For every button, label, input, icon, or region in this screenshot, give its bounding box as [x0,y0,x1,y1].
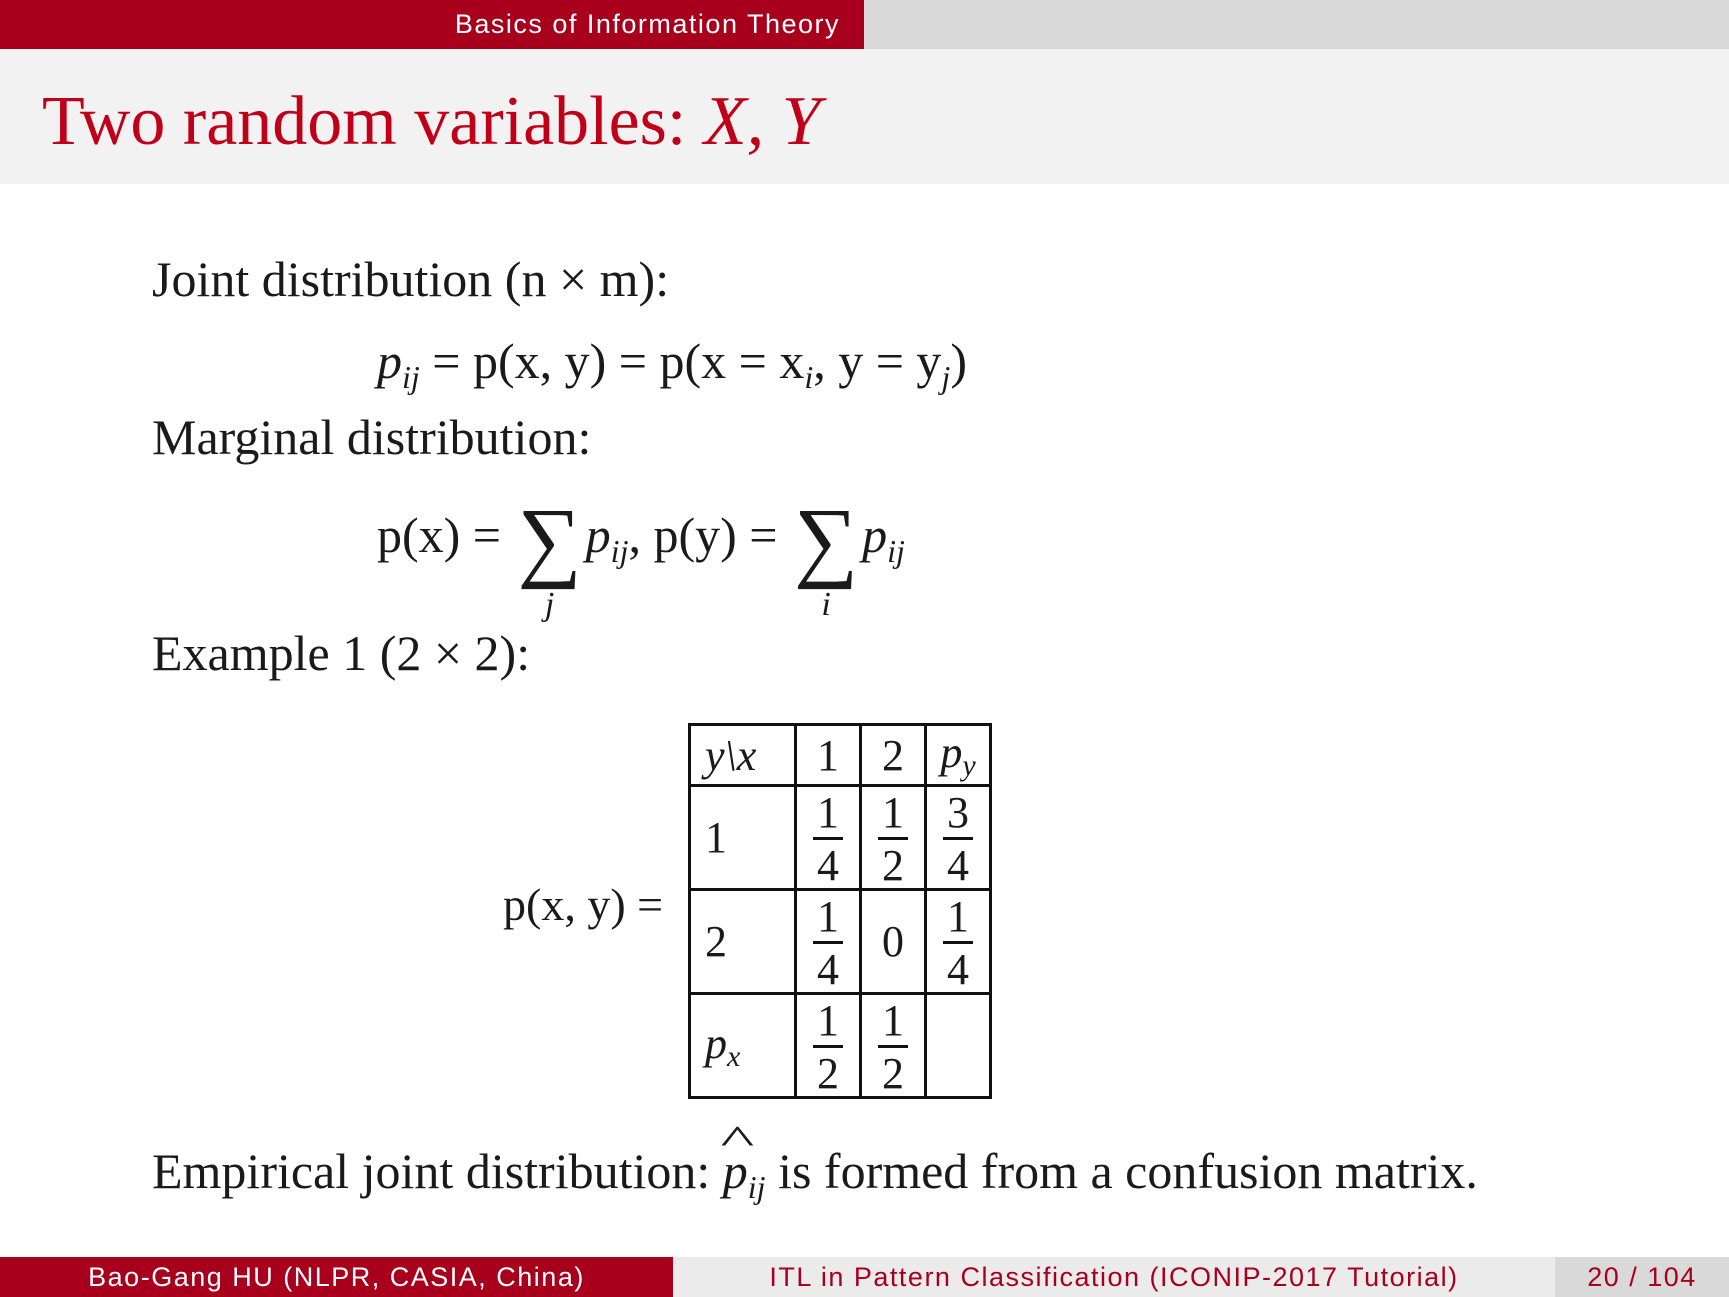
table-lhs: p(x, y) = [503,879,664,930]
title-vars: X, Y [703,83,821,160]
table-row [690,890,991,994]
sum-index-j: j [544,586,555,623]
table-cell [796,994,861,1098]
fraction-numerator: 1 [878,791,908,840]
marginal-pij-1: p [585,507,611,563]
fraction [878,788,908,890]
marginal-sub-1: ij [610,533,629,569]
table-row [690,786,991,890]
p-hat-sub: ij [747,1169,766,1205]
sum-symbol-j: ∑ [517,491,582,590]
row-label-2: 2 [690,890,796,994]
table-cell: 0 [861,890,926,994]
row-label-1: 1 [690,786,796,890]
slide-title [42,83,821,160]
table-cell [861,786,926,890]
section-title: Basics of Information Theory [0,0,864,49]
footer-author: Bao-Gang HU (NLPR, CASIA, China) [0,1257,673,1297]
table-cell [926,890,991,994]
eq-sub-ij: ij [402,359,420,395]
eq-sub-i: i [804,359,814,395]
title-text: Two random variables: [42,83,704,160]
fraction-denominator: 2 [882,1049,904,1098]
py-p: p [940,728,963,777]
example-label: Example 1 (2 × 2): [152,625,531,681]
fraction-denominator: 4 [817,945,839,994]
table-cell [796,786,861,890]
sum-index-i: i [821,586,831,623]
fraction [943,788,973,890]
sum-symbol-i: ∑ [793,491,859,590]
empirical-before: Empirical joint distribution: [152,1143,723,1199]
marginal-sub-2: ij [887,533,905,569]
col-header-py [926,725,991,786]
fraction-numerator: 1 [813,895,843,944]
joint-equation [377,333,967,395]
fraction-denominator: 4 [947,945,969,994]
corner-text: y\x [705,730,757,780]
table-cell [861,994,926,1098]
fraction [943,892,973,994]
top-bar [0,0,1729,49]
table-cell [926,786,991,890]
fraction-denominator: 4 [947,841,969,890]
fraction [813,892,843,994]
table-cell-empty [926,994,991,1098]
marginal-px: p(x) = [377,507,501,563]
eq-p: p [377,333,402,389]
col-header-2: 2 [861,725,926,786]
fraction-numerator: 1 [813,999,843,1048]
table-corner [690,725,796,786]
fraction-denominator: 2 [882,841,904,890]
table-cell [796,890,861,994]
fraction-numerator: 1 [943,895,973,944]
fraction [878,996,908,1098]
fraction-numerator: 1 [878,999,908,1048]
fraction-numerator: 3 [943,791,973,840]
marginal-py: , p(y) = [628,507,778,563]
row-label-px [690,994,796,1098]
eq-close: ) [950,333,967,389]
empirical-sentence [152,1143,1478,1205]
sum-i [793,491,859,623]
eq-rhs2: , y = y [813,333,942,389]
sum-j [517,491,582,623]
p-hat-p: p [722,1143,748,1199]
marginal-equation [377,491,905,623]
eq-rhs1: = p(x, y) = p(x = x [419,333,805,389]
marginal-pij-2: p [862,507,888,563]
footer-talk-title: ITL in Pattern Classification (ICONIP-2017 Tutorial) [673,1257,1555,1297]
fraction-denominator: 2 [817,1049,839,1098]
fraction [813,996,843,1098]
joint-label: Joint distribution (n × m): [152,251,670,307]
eq-sub-j: j [941,359,951,395]
py-sub: y [962,749,976,782]
px-sub: x [727,1039,741,1073]
title-bar [0,49,1729,184]
px-p: p [705,1018,727,1068]
empirical-after: is formed from a confusion matrix. [765,1143,1478,1199]
col-header-1: 1 [796,725,861,786]
page-number: 20 / 104 [1555,1257,1729,1297]
p-hat [722,1143,766,1205]
joint-table [688,723,992,1099]
footer [0,1257,1729,1297]
fraction [813,788,843,890]
fraction-numerator: 1 [813,791,843,840]
marginal-label: Marginal distribution: [152,409,592,465]
table-header-row [690,725,991,786]
fraction-denominator: 4 [817,841,839,890]
table-row [690,994,991,1098]
